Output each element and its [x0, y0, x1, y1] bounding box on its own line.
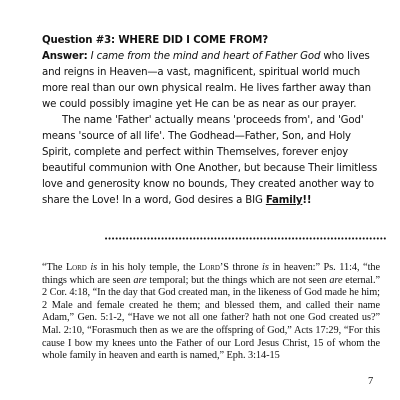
verse-text: temporal; but the things which are not seen — [146, 274, 330, 286]
scripture-references — [42, 262, 380, 363]
verse-italic: are — [133, 274, 147, 286]
family-word: Family — [265, 195, 303, 206]
verse-italic: is — [262, 262, 269, 273]
exclamation: !! — [302, 195, 312, 206]
verse-text: eternal.” 2 Cor. 4:18, “In the day that God created man, in the likeness of God made he him; 2 Male and female created he them; and blessed them, and called their name Adam,” Gen. 5:1-2, “Have we not all one father? hath not one God created us?” Mal. 2:10, “Forasmuch then as we are the offspring of God,” Acts 17:29, “For this cause I bow my knees unto the Father of our Lord Jesus Christ, 15 of whom the whole family in heaven and earth is named,” Eph. 3:14-15 — [42, 274, 381, 362]
question-answer-section — [42, 33, 380, 209]
answer-paragraph — [42, 49, 380, 113]
page-number: 7 — [368, 376, 374, 387]
scripture-paragraph — [42, 262, 380, 363]
verse-text: “The — [42, 262, 66, 273]
verse-italic: are — [329, 274, 343, 286]
verse-text: ’S throne — [219, 262, 263, 273]
dotted-divider: •••••••••••••••••••••••••••••••••••••••••••••••••••••••••••••••••••••••••••••••• — [104, 235, 387, 243]
verse-italic: is — [90, 262, 98, 273]
second-paragraph-text: The name 'Father' actually means 'proceeds from', and 'God' means 'source of all life'. The Godhead—Father, Son, and Holy Spirit, complete and perfect within Themselves, forever enjoy beautiful communion with One Another, but because Their limitless love and generosity know no bounds, They created another way to share the Love! In a word, God desires a BIG — [42, 115, 378, 206]
answer-body: who lives and reigns in Heaven—a vast, magnificent, spiritual world much more real than our own physical realm. He lives farther away than we could possibly imagine yet He can be as near as our prayer. — [42, 51, 371, 110]
answer-lead-italic: I came from the mind and heart of Father God — [90, 51, 321, 62]
lord-smallcaps: Lord — [65, 262, 87, 273]
second-paragraph — [42, 113, 380, 209]
answer-label: Answer: — [42, 51, 88, 62]
question-heading: Question #3: WHERE DID I COME FROM? — [42, 35, 268, 46]
verse-text: in heaven:” Ps. 11:4, “the things which are seen — [42, 262, 381, 286]
verse-text: in his holy temple, the — [97, 262, 199, 273]
lord-smallcaps: Lord — [199, 262, 220, 273]
